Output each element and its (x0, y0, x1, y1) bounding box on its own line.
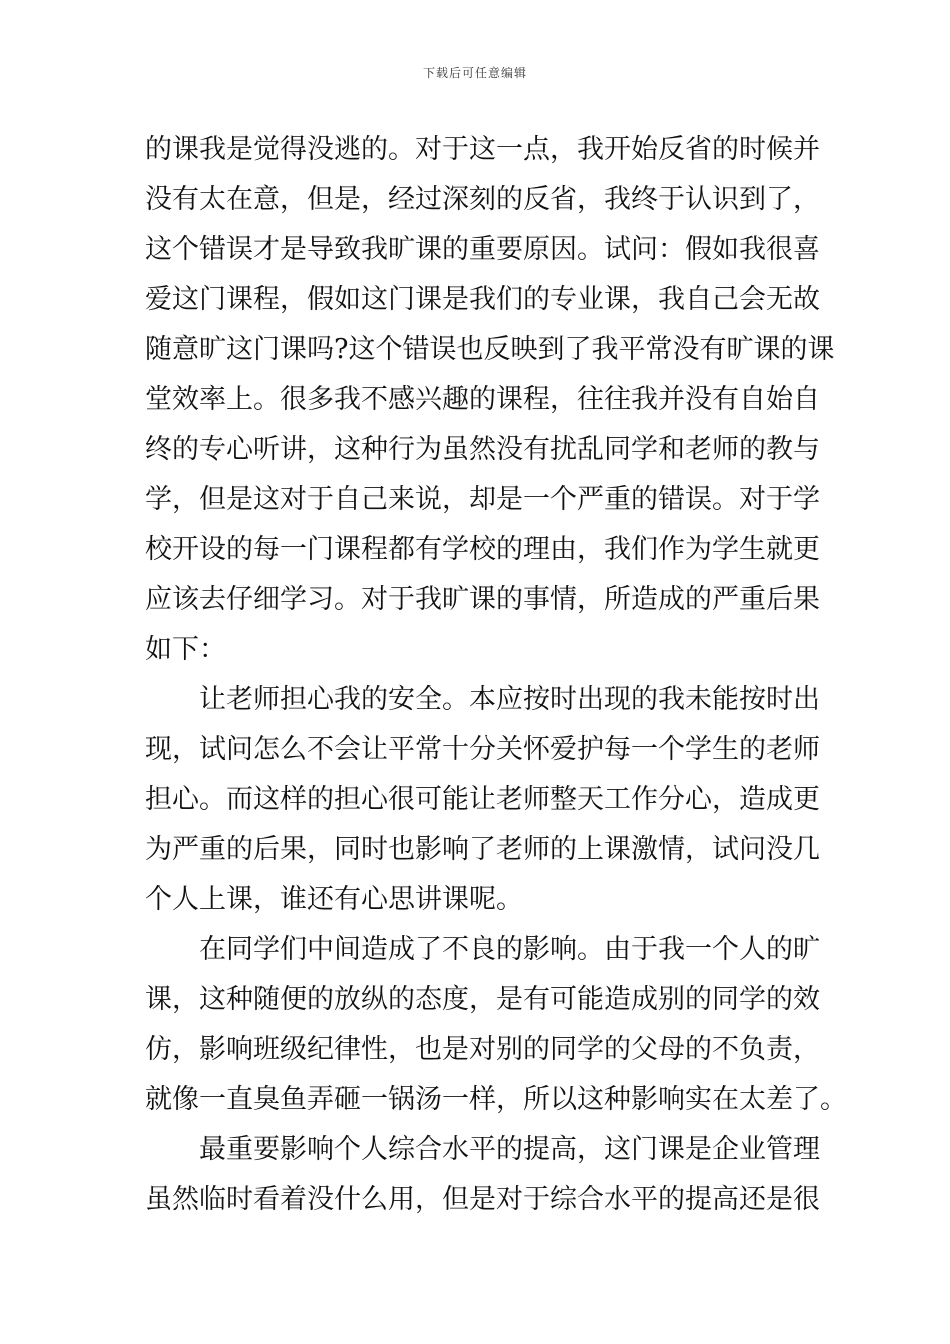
text-line: 校开设的每一门课程都有学校的理由，我们作为学生就更 (145, 534, 820, 565)
text-line: 虽然临时看着没什么用，但是对于综合水平的提高还是很 (145, 1184, 820, 1215)
text-line: 终的专心听讲，这种行为虽然没有扰乱同学和老师的教与 (145, 434, 820, 465)
text-line: 这个错误才是导致我旷课的重要原因。试问：假如我很喜 (145, 234, 820, 265)
text-line: 个人上课，谁还有心思讲课呢。 (145, 884, 523, 915)
text-line: 堂效率上。很多我不感兴趣的课程，往往我并没有自始自 (145, 384, 820, 415)
text-line: 随意旷这门课吗?这个错误也反映到了我平常没有旷课的课 (145, 334, 835, 365)
text-line: 爱这门课程，假如这门课是我们的专业课，我自己会无故 (145, 284, 820, 315)
text-line: 如下： (145, 634, 226, 665)
page-header: 下载后可任意编辑 (422, 66, 527, 80)
document-body (145, 125, 847, 1225)
text-line: 为严重的后果，同时也影响了老师的上课激情，试问没几 (145, 834, 820, 865)
text-line: 学，但是这对于自己来说，却是一个严重的错误。对于学 (145, 484, 820, 515)
text-line: 最重要影响个人综合水平的提高，这门课是企业管理 (199, 1134, 820, 1165)
text-line: 课，这种随便的放纵的态度，是有可能造成别的同学的效 (145, 984, 820, 1015)
text-line: 现，试问怎么不会让平常十分关怀爱护每一个学生的老师 (145, 734, 820, 765)
text-line: 在同学们中间造成了不良的影响。由于我一个人的旷 (199, 934, 820, 965)
text-line: 仿，影响班级纪律性，也是对别的同学的父母的不负责， (145, 1034, 820, 1065)
text-line: 的课我是觉得没逃的。对于这一点，我开始反省的时候并 (145, 134, 820, 165)
text-line: 应该去仔细学习。对于我旷课的事情，所造成的严重后果 (145, 584, 820, 615)
text-line: 没有太在意，但是，经过深刻的反省，我终于认识到了， (145, 184, 820, 215)
text-line: 就像一直臭鱼弄砸一锅汤一样，所以这种影响实在太差了。 (145, 1084, 847, 1115)
text-line: 让老师担心我的安全。本应按时出现的我未能按时出 (199, 684, 820, 715)
text-line: 担心。而这样的担心很可能让老师整天工作分心，造成更 (145, 784, 820, 815)
